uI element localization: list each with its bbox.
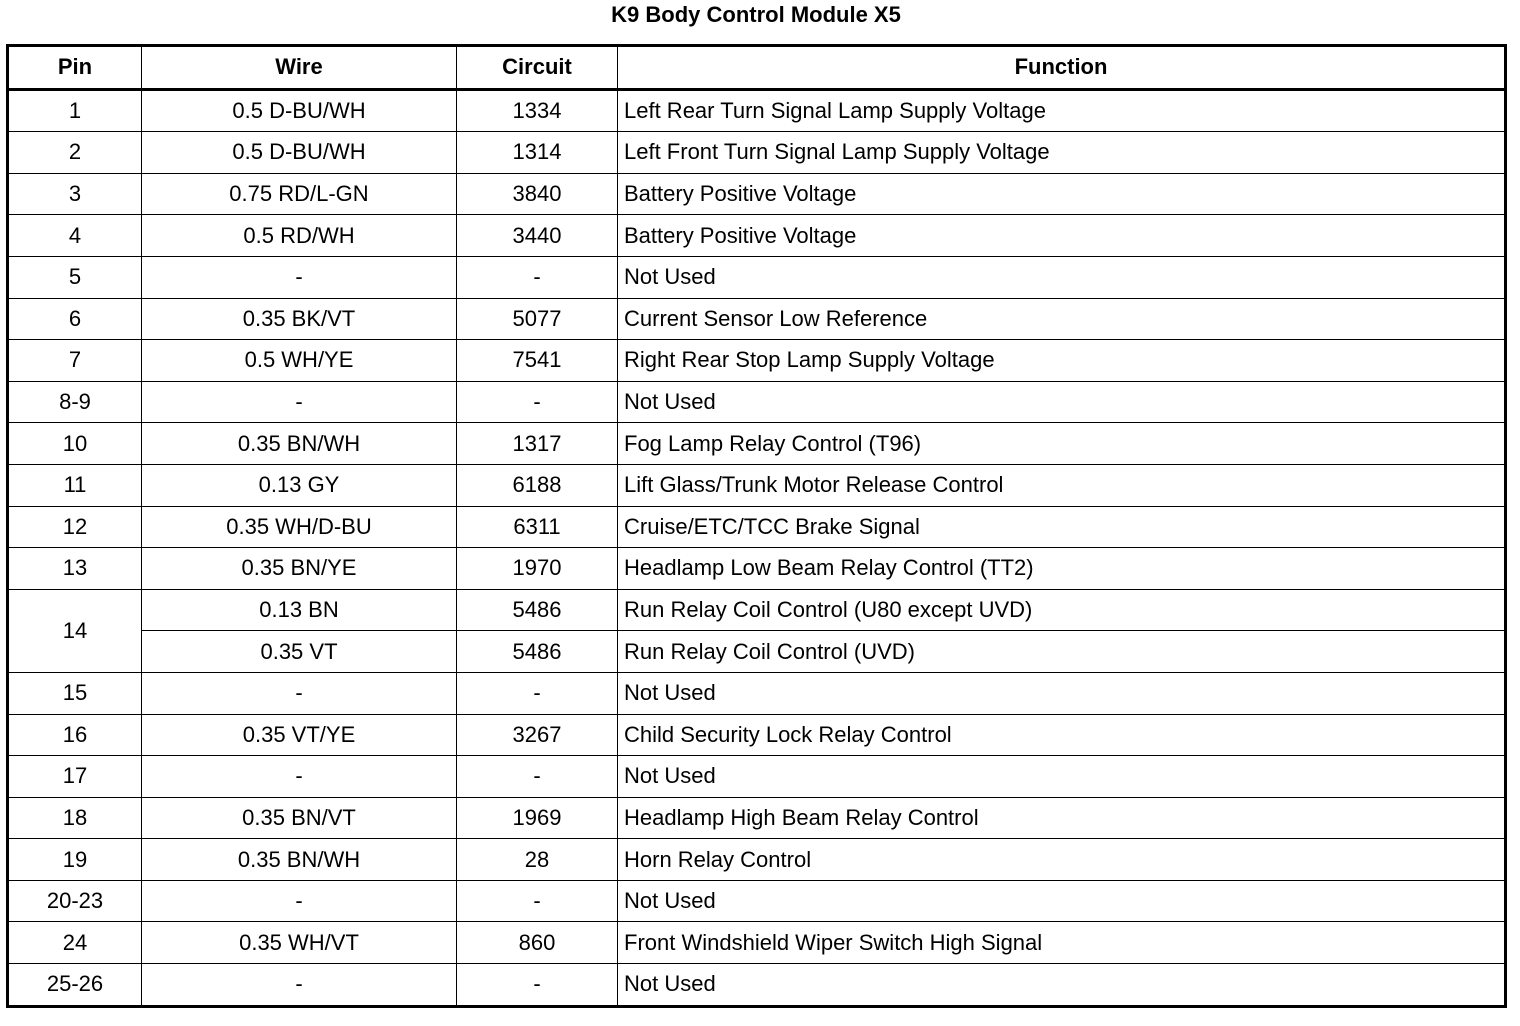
table-row xyxy=(8,506,1506,548)
pin-cell: 4 xyxy=(8,215,142,257)
circuit-cell: 860 xyxy=(457,922,618,964)
wire-cell: 0.35 BN/VT xyxy=(142,797,457,839)
function-cell: Not Used xyxy=(618,381,1506,423)
circuit-cell: 3440 xyxy=(457,215,618,257)
function-cell: Not Used xyxy=(618,964,1506,1007)
pin-cell: 12 xyxy=(8,506,142,548)
circuit-cell: 1317 xyxy=(457,423,618,465)
pin-cell: 2 xyxy=(8,132,142,174)
wire-cell: - xyxy=(142,880,457,922)
circuit-cell: 6311 xyxy=(457,506,618,548)
pin-cell: 17 xyxy=(8,756,142,798)
wire-cell: 0.13 GY xyxy=(142,464,457,506)
function-cell: Current Sensor Low Reference xyxy=(618,298,1506,340)
pin-cell: 7 xyxy=(8,340,142,382)
function-cell: Not Used xyxy=(618,672,1506,714)
pin-cell: 20-23 xyxy=(8,880,142,922)
circuit-cell: 1314 xyxy=(457,132,618,174)
pinout-table xyxy=(6,44,1507,1008)
table-row xyxy=(8,298,1506,340)
table-row xyxy=(8,132,1506,174)
table-row xyxy=(8,672,1506,714)
wire-cell: 0.75 RD/L-GN xyxy=(142,173,457,215)
wire-cell: 0.35 BN/YE xyxy=(142,548,457,590)
wire-cell: 0.35 WH/VT xyxy=(142,922,457,964)
page-title: K9 Body Control Module X5 xyxy=(611,2,901,27)
pin-cell: 5 xyxy=(8,256,142,298)
function-cell: Left Rear Turn Signal Lamp Supply Voltage xyxy=(618,89,1506,132)
circuit-cell: 7541 xyxy=(457,340,618,382)
table-row xyxy=(8,756,1506,798)
function-cell: Battery Positive Voltage xyxy=(618,215,1506,257)
circuit-cell: - xyxy=(457,381,618,423)
circuit-cell: - xyxy=(457,672,618,714)
table-row xyxy=(8,256,1506,298)
pin-cell: 14 xyxy=(8,589,142,672)
header-circuit: Circuit xyxy=(457,46,618,90)
pin-cell: 6 xyxy=(8,298,142,340)
table-row xyxy=(8,589,1506,631)
circuit-cell: 1334 xyxy=(457,89,618,132)
wire-cell: 0.35 VT/YE xyxy=(142,714,457,756)
function-cell: Not Used xyxy=(618,880,1506,922)
wire-cell: 0.5 WH/YE xyxy=(142,340,457,382)
pin-cell: 11 xyxy=(8,464,142,506)
wire-cell: 0.5 D-BU/WH xyxy=(142,89,457,132)
table-row xyxy=(8,340,1506,382)
header-pin: Pin xyxy=(8,46,142,90)
wire-cell: - xyxy=(142,672,457,714)
function-cell: Child Security Lock Relay Control xyxy=(618,714,1506,756)
table-row xyxy=(8,922,1506,964)
pin-cell: 24 xyxy=(8,922,142,964)
wire-cell: - xyxy=(142,256,457,298)
function-cell: Battery Positive Voltage xyxy=(618,173,1506,215)
pin-cell: 16 xyxy=(8,714,142,756)
circuit-cell: - xyxy=(457,964,618,1007)
function-cell: Left Front Turn Signal Lamp Supply Voltage xyxy=(618,132,1506,174)
wire-cell: 0.5 RD/WH xyxy=(142,215,457,257)
function-cell: Cruise/ETC/TCC Brake Signal xyxy=(618,506,1506,548)
circuit-cell: 3267 xyxy=(457,714,618,756)
table-row xyxy=(8,839,1506,881)
table-row xyxy=(8,381,1506,423)
circuit-cell: 5486 xyxy=(457,589,618,631)
circuit-cell: 6188 xyxy=(457,464,618,506)
table-row xyxy=(8,89,1506,132)
function-cell: Front Windshield Wiper Switch High Signal xyxy=(618,922,1506,964)
pin-cell: 8-9 xyxy=(8,381,142,423)
wire-cell: 0.35 BN/WH xyxy=(142,839,457,881)
function-cell: Headlamp Low Beam Relay Control (TT2) xyxy=(618,548,1506,590)
wire-cell: 0.35 VT xyxy=(142,631,457,673)
wire-cell: 0.35 BN/WH xyxy=(142,423,457,465)
function-cell: Headlamp High Beam Relay Control xyxy=(618,797,1506,839)
function-cell: Run Relay Coil Control (UVD) xyxy=(618,631,1506,673)
table-row xyxy=(8,215,1506,257)
pin-cell: 1 xyxy=(8,89,142,132)
function-cell: Fog Lamp Relay Control (T96) xyxy=(618,423,1506,465)
pin-cell: 18 xyxy=(8,797,142,839)
pin-cell: 10 xyxy=(8,423,142,465)
table-row xyxy=(8,714,1506,756)
function-cell: Not Used xyxy=(618,256,1506,298)
circuit-cell: 5077 xyxy=(457,298,618,340)
pin-cell: 13 xyxy=(8,548,142,590)
function-cell: Right Rear Stop Lamp Supply Voltage xyxy=(618,340,1506,382)
circuit-cell: - xyxy=(457,256,618,298)
circuit-cell: 1969 xyxy=(457,797,618,839)
wire-cell: 0.5 D-BU/WH xyxy=(142,132,457,174)
header-function: Function xyxy=(618,46,1506,90)
wire-cell: 0.13 BN xyxy=(142,589,457,631)
table-row xyxy=(8,797,1506,839)
wire-cell: - xyxy=(142,756,457,798)
table-header-row xyxy=(8,46,1506,90)
table-row xyxy=(8,464,1506,506)
pin-cell: 19 xyxy=(8,839,142,881)
table-row xyxy=(8,423,1506,465)
circuit-cell: 1970 xyxy=(457,548,618,590)
table-row xyxy=(8,548,1506,590)
pin-cell: 15 xyxy=(8,672,142,714)
pin-cell: 25-26 xyxy=(8,964,142,1007)
header-wire: Wire xyxy=(142,46,457,90)
function-cell: Not Used xyxy=(618,756,1506,798)
circuit-cell: 3840 xyxy=(457,173,618,215)
circuit-cell: 28 xyxy=(457,839,618,881)
table-row xyxy=(8,173,1506,215)
circuit-cell: 5486 xyxy=(457,631,618,673)
function-cell: Horn Relay Control xyxy=(618,839,1506,881)
table-row xyxy=(8,880,1506,922)
wire-cell: 0.35 WH/D-BU xyxy=(142,506,457,548)
wire-cell: - xyxy=(142,381,457,423)
circuit-cell: - xyxy=(457,756,618,798)
function-cell: Run Relay Coil Control (U80 except UVD) xyxy=(618,589,1506,631)
table-row xyxy=(8,631,1506,673)
function-cell: Lift Glass/Trunk Motor Release Control xyxy=(618,464,1506,506)
wire-cell: 0.35 BK/VT xyxy=(142,298,457,340)
circuit-cell: - xyxy=(457,880,618,922)
pin-cell: 3 xyxy=(8,173,142,215)
wire-cell: - xyxy=(142,964,457,1007)
table-row xyxy=(8,964,1506,1007)
